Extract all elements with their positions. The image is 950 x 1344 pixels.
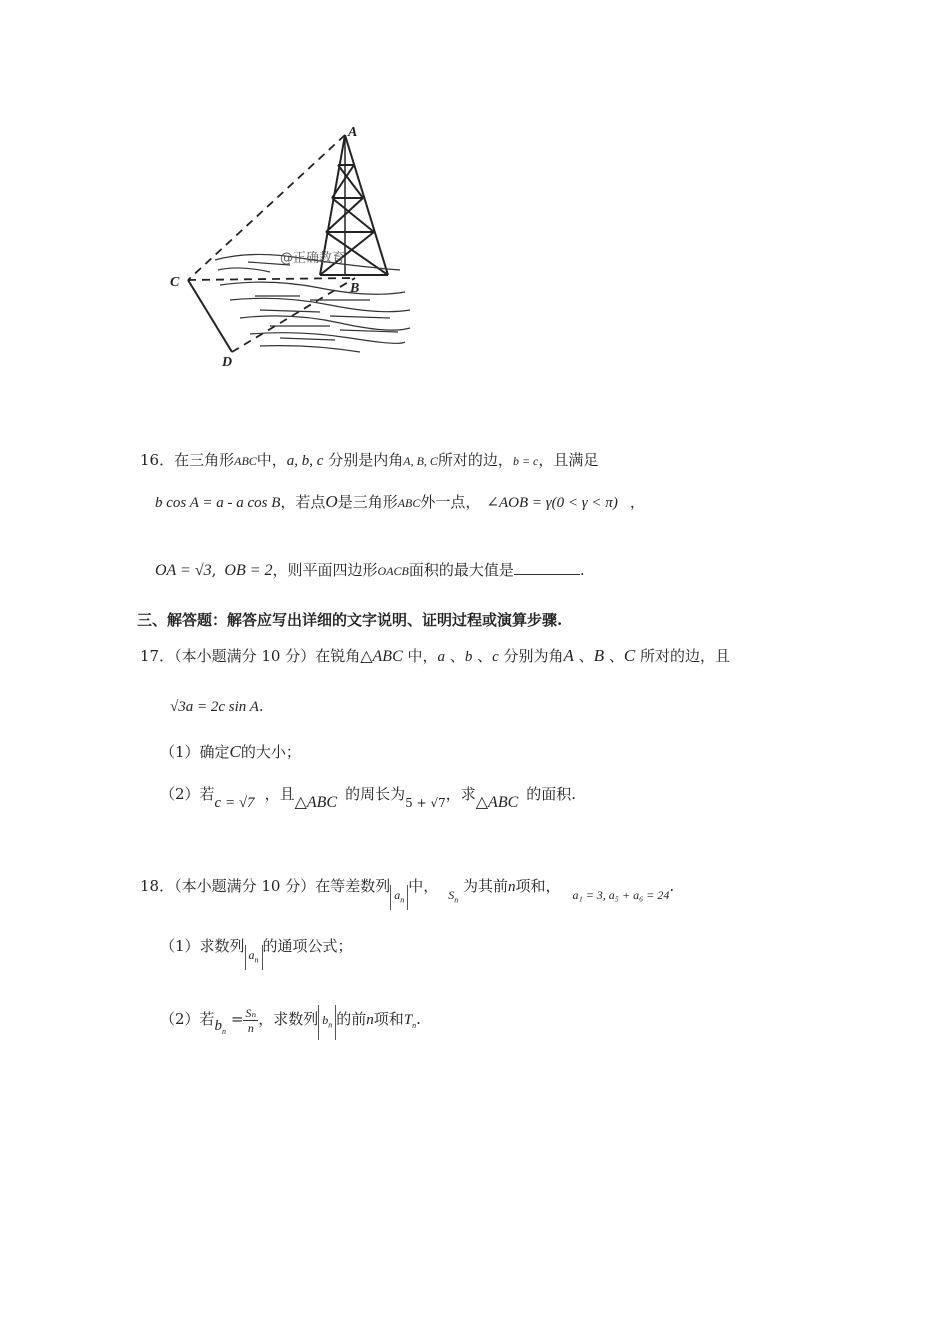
q16-text: . <box>579 561 585 579</box>
q18-p2-label: （2）若 <box>160 1010 215 1028</box>
q18-part1 <box>160 936 353 965</box>
q18-line1 <box>140 876 675 905</box>
q17-C: C <box>623 646 636 665</box>
q16-text: ，且满足 <box>538 451 599 469</box>
q18-number: 18． <box>140 877 175 895</box>
label-c: C <box>170 275 180 290</box>
q16-equation: b cos A = a - a cos B <box>155 495 281 511</box>
q17-text: 分别为角 <box>498 647 564 665</box>
q17-text: 、 <box>472 647 493 665</box>
q17-part2 <box>160 784 577 811</box>
q18-text: 为其前 <box>458 877 509 895</box>
q16-text: 在三角形 <box>174 451 235 469</box>
q17-p2-tri: △ABC <box>294 794 338 811</box>
q17-text: ，求 <box>445 785 476 803</box>
q17-a: a <box>437 649 446 665</box>
q16-text: ，若点 <box>280 493 326 511</box>
q18-p2-num: Sₙ <box>245 1005 257 1020</box>
q16-line3: OA = √3, OB = 2，则平面四边形OACB面积的最大值是 . <box>155 561 585 579</box>
q17-text: 的大小； <box>240 743 301 761</box>
q16-abc: a, b, c <box>286 453 324 469</box>
q18-p1-seq: a <box>248 948 255 962</box>
q17-text: 、 <box>445 647 465 665</box>
q18-text: = <box>226 1010 244 1028</box>
q17-text: （本小题满分 10 分）在锐角 <box>174 647 361 665</box>
q18-p1-sub: n <box>254 955 259 965</box>
answer-blank[interactable] <box>514 560 580 575</box>
q18-p2-n: n <box>366 1012 374 1028</box>
tower-river-figure <box>160 120 430 370</box>
q18-text: . <box>669 877 675 895</box>
q16-ob: OB = 2 <box>224 562 273 579</box>
q17-tri: △ABC <box>360 648 403 665</box>
q18-text: . <box>416 1010 421 1028</box>
q17-text: 所对的边，且 <box>635 647 731 665</box>
q17-line1 <box>140 646 730 667</box>
label-d: D <box>222 355 233 370</box>
q17-cond-eq: √3a = 2c sin A <box>170 699 259 715</box>
q16-angle-condition: ∠AOB = γ(0 < γ < π) <box>486 495 618 511</box>
q17-text: 、 <box>573 647 594 665</box>
q16-text: 外一点， <box>420 493 481 511</box>
watermark: @正确教育 <box>280 251 346 266</box>
q17-text: 的面积. <box>526 785 577 803</box>
q17-text: 、 <box>604 647 624 665</box>
q17-condition <box>170 696 264 717</box>
section-heading: 三、解答题：解答应写出详细的文字说明、证明过程或演算步骤. <box>137 611 563 629</box>
figure-svg <box>160 120 430 370</box>
q16-point-o: O <box>325 492 338 511</box>
q18-p2-b <box>215 1018 227 1034</box>
q17-B: B <box>593 646 605 665</box>
q18-seq-sub: n <box>400 895 405 905</box>
q18-p2-T-sub: n <box>412 1021 417 1030</box>
q18-p2-seq: b <box>322 1013 329 1027</box>
label-a: A <box>348 125 358 140</box>
q18-p1-label: （1）求数列 <box>160 937 245 955</box>
q18-condition: a₁ = 3, a₅ + a₆ = 24 <box>572 888 670 902</box>
q17-c: c <box>492 649 499 665</box>
q17-p2-tri2: △ABC <box>475 794 519 811</box>
q18-p2-T <box>404 1012 416 1028</box>
q18-S-letter: S <box>448 888 455 902</box>
q17-p2-label: （2）若 <box>160 785 215 803</box>
q16-angles: A, B, C <box>403 454 438 468</box>
q18-text: 项和， <box>515 877 561 895</box>
q18-p1-sequence <box>245 945 263 970</box>
q18-text: （本小题满分 10 分）在等差数列 <box>174 877 391 895</box>
q16-tri2: ABC <box>397 496 421 510</box>
q17-text: . <box>258 697 264 715</box>
q16-text: 所对的边， <box>437 451 513 469</box>
q16-text: 面积的最大值是 <box>408 561 514 579</box>
q16-text: 中， <box>256 451 287 469</box>
q16-text: 分别是内角 <box>323 451 404 469</box>
q18-text: ，求数列 <box>258 1010 319 1028</box>
q16-quad: OACB <box>377 564 409 578</box>
q17-p2-c: c = √7 <box>214 795 255 811</box>
q18-text: 的前 <box>336 1010 367 1028</box>
q17-p1-C: C <box>229 742 241 761</box>
q16-line2 <box>155 492 645 513</box>
q16-oa: OA = √3 <box>155 562 212 579</box>
q18-n: n <box>508 879 516 895</box>
q18-p2-b-letter: b <box>214 1018 223 1034</box>
label-b: B <box>350 281 360 296</box>
q18-sequence <box>390 885 408 910</box>
q18-p2-seq-sub: n <box>328 1020 333 1030</box>
q16-b-eq-c: b = c <box>512 454 539 468</box>
q18-p2-b-sub: n <box>222 1027 227 1036</box>
q17-p2-perimeter: 5 + √7 <box>405 796 446 810</box>
q16-text: ， <box>629 493 645 511</box>
q17-number: 17． <box>140 647 175 665</box>
q17-A: A <box>563 646 574 665</box>
q17-text: 的周长为 <box>345 785 406 803</box>
q16-text: 是三角形 <box>337 493 398 511</box>
q16-tri: ABC <box>234 454 257 468</box>
q18-seq: a <box>394 888 401 902</box>
q18-part2 <box>160 1004 421 1041</box>
q16-number: 16． <box>140 451 175 469</box>
q18-S-sub: n <box>454 895 459 905</box>
q18-text: 项和 <box>373 1010 404 1028</box>
q18-S <box>448 888 459 905</box>
q17-p1-label: （1）确定 <box>160 743 230 761</box>
q16-line1 <box>140 450 598 471</box>
q16-text: ，则平面四边形 <box>272 561 378 579</box>
q18-text: 的通项公式； <box>262 937 353 955</box>
q18-p2-T-letter: T <box>403 1012 413 1028</box>
q18-p2-sequence <box>318 1005 336 1040</box>
segment-cd <box>188 280 232 352</box>
q18-p2-den: n <box>247 1020 254 1035</box>
q17-text: ，且 <box>264 785 295 803</box>
q17-text: 中， <box>402 647 438 665</box>
q18-text: 中， <box>408 877 439 895</box>
q18-p2-fraction <box>243 1006 258 1035</box>
q17-b: b <box>464 649 473 665</box>
q17-part1 <box>160 742 301 762</box>
